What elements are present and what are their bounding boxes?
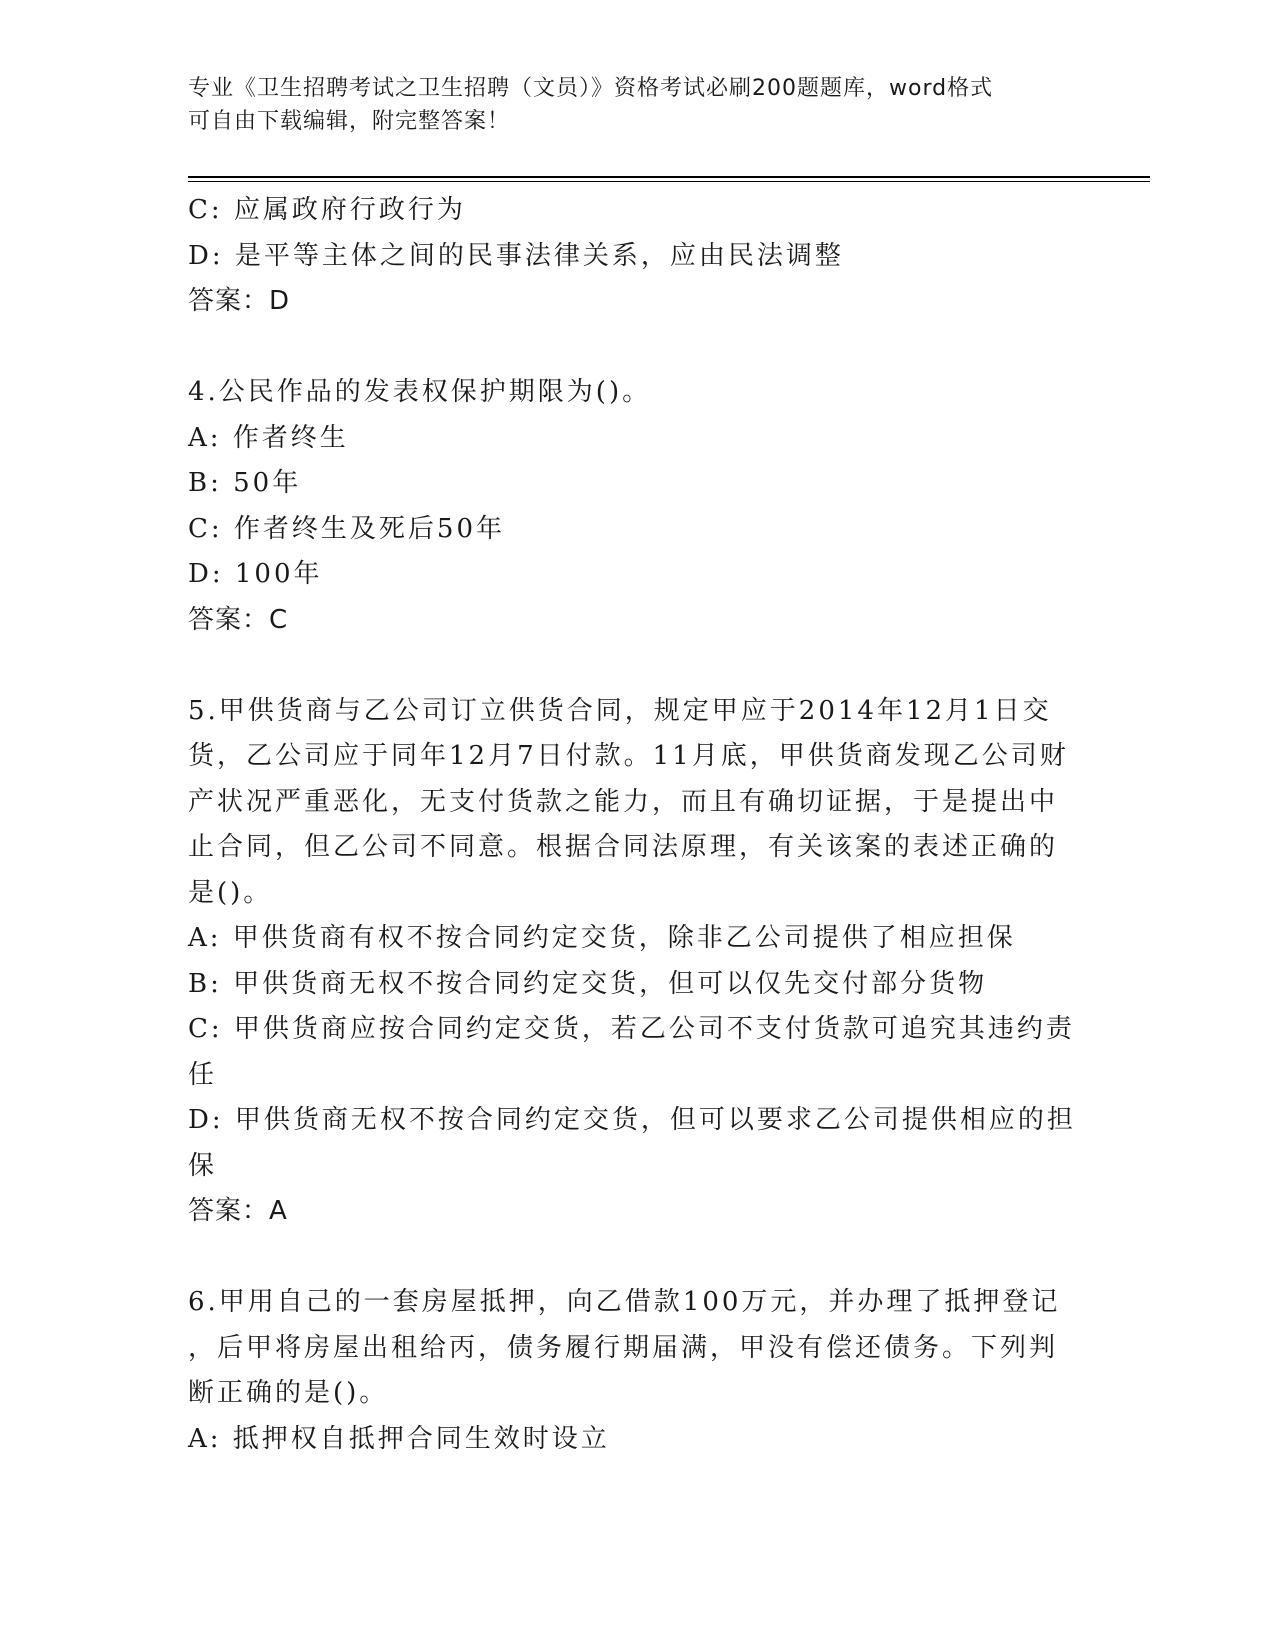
q5-option-a: A: 甲供货商有权不按合同约定交货，除非乙公司提供了相应担保 [188,923,1016,953]
spacer [188,643,1088,689]
q3-option-d: D: 是平等主体之间的民事法律关系，应由民法调整 [188,240,844,271]
q3-option-c: C: 应属政府行政行为 [188,195,466,225]
q3-answer: 答案：D [188,286,291,316]
q4-option-c: C: 作者终生及死后50年 [188,513,506,544]
q5-stem-line: 是()。 [188,877,273,908]
q4-answer: 答案：C [188,604,289,635]
page-header [188,72,1068,138]
q6-option-a: A: 抵押权自抵押合同生效时设立 [188,1423,610,1454]
q5-answer: 答案：A [188,1196,288,1226]
q5-stem-line: 止合同，但乙公司不同意。根据合同法原理，有关该案的表述正确的 [188,832,1059,862]
q5-option-c-cont: 任 [188,1059,218,1090]
q4-stem: 4.公民作品的发表权保护期限为()。 [188,377,652,407]
q6-stem-line: ，后甲将房屋出租给丙，债务履行期届满，甲没有偿还债务。下列判 [188,1332,1059,1363]
question-content [188,188,1088,1462]
header-title-line-1: 专业《卫生招聘考试之卫生招聘（文员）》资格考试必刷200题题库，word格式 [188,76,994,101]
q5-option-d-cont: 保 [188,1150,218,1181]
q4-option-a: A: 作者终生 [188,422,349,453]
header-title-line-2: 可自由下载编辑，附完整答案！ [188,109,511,134]
q6-stem-line: 断正确的是()。 [188,1378,389,1408]
header-rule-thin [188,181,1150,182]
q4-option-b: B: 50年 [188,468,302,498]
q5-option-b: B: 甲供货商无权不按合同约定交货，但可以仅先交付部分货物 [188,968,988,999]
q5-stem-line: 5.甲供货商与乙公司订立供货合同，规定甲应于2014年12月1日交 [188,695,1052,726]
q5-stem-line: 货，乙公司应于同年12月7日付款。11月底，甲供货商发现乙公司财 [188,741,1069,771]
q5-option-c: C: 甲供货商应按合同约定交货，若乙公司不支付货款可追究其违约责 [188,1014,1075,1044]
spacer [188,325,1088,371]
spacer [188,1235,1088,1281]
q4-option-d: D: 100年 [188,559,323,589]
header-rule-thick [188,176,1150,178]
q6-stem-line: 6.甲用自己的一套房屋抵押，向乙借款100万元，并办理了抵押登记 [188,1287,1061,1317]
q5-option-d: D: 甲供货商无权不按合同约定交货，但可以要求乙公司提供相应的担 [188,1105,1076,1135]
q5-stem-line: 产状况严重恶化，无支付货款之能力，而且有确切证据，于是提出中 [188,786,1059,817]
